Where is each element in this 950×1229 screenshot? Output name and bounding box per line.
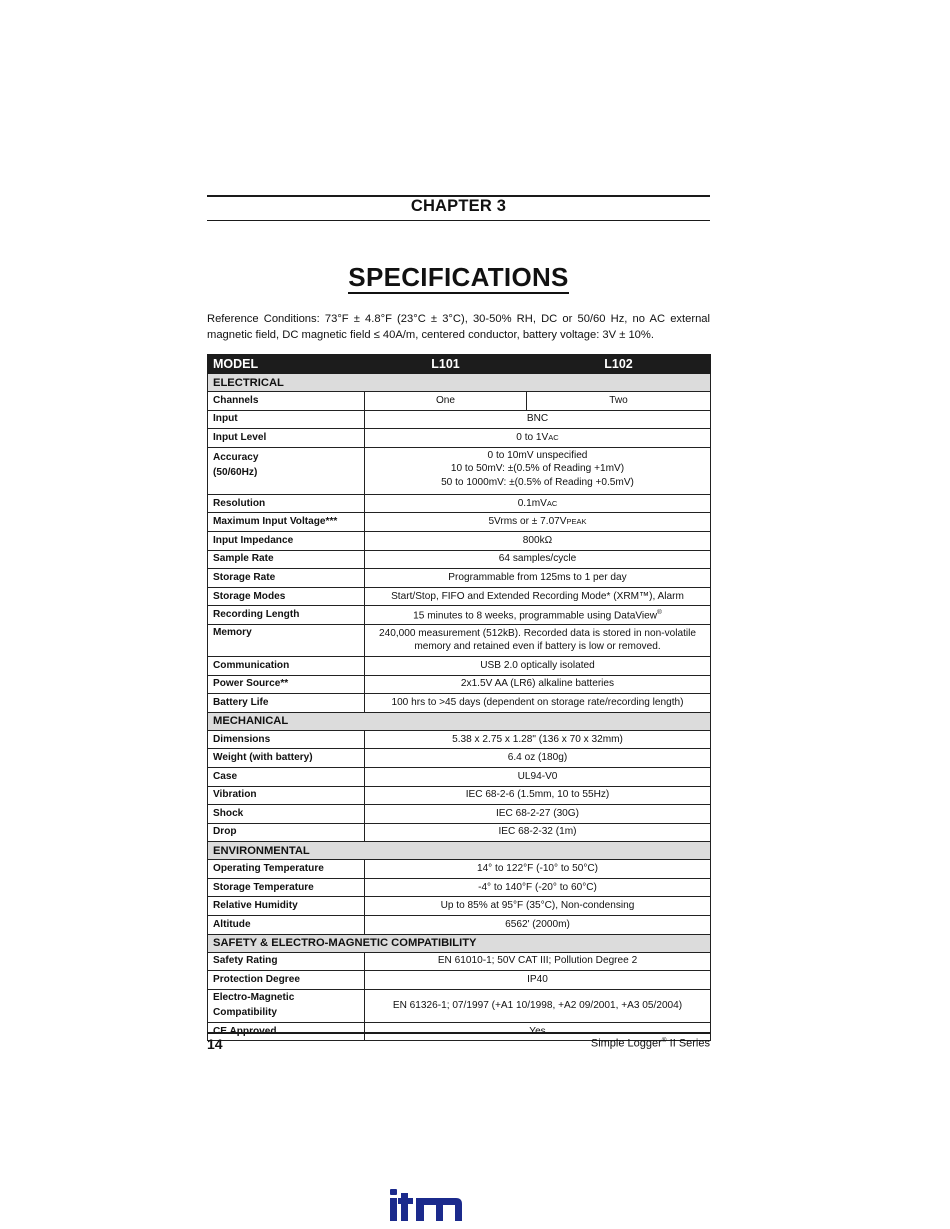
page-title xyxy=(207,262,710,293)
section-title: SAFETY & ELECTRO-MAGNETIC COMPATIBILITY xyxy=(208,934,711,952)
row-value: -4° to 140°F (-20° to 60°C) xyxy=(365,878,711,897)
section-electrical xyxy=(208,374,711,392)
label-line: Electro-Magnetic xyxy=(213,991,295,1003)
section-title: ELECTRICAL xyxy=(208,374,711,392)
table-row xyxy=(208,749,711,768)
row-label: Operating Temperature xyxy=(208,860,365,879)
row-value: EN 61326-1; 07/1997 (+A1 10/1998, +A2 09/2001, +A3 05/2004) xyxy=(365,989,711,1022)
label-line: Accuracy xyxy=(213,451,259,463)
table-row xyxy=(208,897,711,916)
series-suffix: II Series xyxy=(666,1037,710,1050)
row-label: Storage Rate xyxy=(208,569,365,588)
row-value-l102: Two xyxy=(527,392,711,411)
table-row xyxy=(208,860,711,879)
row-value: Start/Stop, FIFO and Extended Recording Mode* (XRM™), Alarm xyxy=(365,587,711,606)
row-value: 5.38 x 2.75 x 1.28" (136 x 70 x 32mm) xyxy=(365,730,711,749)
label-line: (50/60Hz) xyxy=(213,466,258,478)
row-value: Programmable from 125ms to 1 per day xyxy=(365,569,711,588)
row-value: 800kΩ xyxy=(365,531,711,550)
label-line: Compatibility xyxy=(213,1006,277,1018)
section-title: ENVIRONMENTAL xyxy=(208,842,711,860)
row-label: Recording Length xyxy=(208,606,365,625)
row-value xyxy=(365,447,711,494)
row-label: Battery Life xyxy=(208,694,365,713)
row-value: UL94-V0 xyxy=(365,767,711,786)
table-row xyxy=(208,952,711,971)
section-title: MECHANICAL xyxy=(208,712,711,730)
row-value: Up to 85% at 95°F (35°C), Non-condensing xyxy=(365,897,711,916)
row-label: Shock xyxy=(208,805,365,824)
series-text: Simple Logger xyxy=(590,1037,662,1050)
row-label: Altitude xyxy=(208,916,365,935)
row-label: Dimensions xyxy=(208,730,365,749)
row-label: Communication xyxy=(208,656,365,675)
table-row xyxy=(208,823,711,842)
section-mechanical xyxy=(208,712,711,730)
row-value: IEC 68-2-32 (1m) xyxy=(365,823,711,842)
value-text: 0 to 1V xyxy=(516,431,549,443)
page-title-text: SPECIFICATIONS xyxy=(348,262,569,292)
table-row xyxy=(208,587,711,606)
table-row xyxy=(208,624,711,656)
row-label xyxy=(208,989,365,1022)
value-line: memory and retained even if battery is low or removed. xyxy=(414,641,661,653)
table-row xyxy=(208,513,711,532)
row-label: Storage Temperature xyxy=(208,878,365,897)
unit-subscript: AC xyxy=(546,498,558,508)
row-value xyxy=(365,606,711,625)
table-row xyxy=(208,971,711,990)
row-label: Input Impedance xyxy=(208,531,365,550)
row-value: 6562' (2000m) xyxy=(365,916,711,935)
table-row xyxy=(208,494,711,513)
row-value: 100 hrs to >45 days (dependent on storage rate/recording length) xyxy=(365,694,711,713)
table-row xyxy=(208,805,711,824)
header-model: MODEL xyxy=(208,355,365,374)
row-label: Input Level xyxy=(208,429,365,448)
registered-mark: ® xyxy=(657,609,662,617)
row-label: Safety Rating xyxy=(208,952,365,971)
table-row xyxy=(208,878,711,897)
chapter-heading: CHAPTER 3 xyxy=(410,197,507,215)
row-label xyxy=(208,447,365,494)
registered-mark: ® xyxy=(661,1037,667,1044)
row-value: IEC 68-2-27 (30G) xyxy=(365,805,711,824)
value-line: 240,000 measurement (512kB). Recorded data is stored in non-volatile xyxy=(378,627,696,639)
table-row xyxy=(208,606,711,625)
row-label: Memory xyxy=(208,624,365,656)
row-label: Protection Degree xyxy=(208,971,365,990)
footer-series-name xyxy=(591,1037,710,1050)
header-l101: L101 xyxy=(365,355,527,374)
table-header-row xyxy=(208,355,711,374)
row-value xyxy=(365,494,711,513)
unit-subscript: AC xyxy=(548,432,559,442)
specifications-table xyxy=(207,354,711,1041)
table-row xyxy=(208,730,711,749)
header-l102: L102 xyxy=(527,355,711,374)
value-line: 10 to 50mV: ±(0.5% of Reading +1mV) xyxy=(450,463,625,475)
row-value: EN 61010-1; 50V CAT III; Pollution Degree 2 xyxy=(365,952,711,971)
section-environmental xyxy=(208,842,711,860)
row-value xyxy=(365,429,711,448)
row-value: USB 2.0 optically isolated xyxy=(365,656,711,675)
row-value: 64 samples/cycle xyxy=(365,550,711,569)
row-value: IEC 68-2-6 (1.5mm, 10 to 55Hz) xyxy=(365,786,711,805)
table-row xyxy=(208,675,711,694)
section-safety xyxy=(208,934,711,952)
value-text: 0.1mV xyxy=(517,497,547,509)
row-label: Weight (with battery) xyxy=(208,749,365,768)
chapter-underline xyxy=(207,220,710,221)
value-text: 5Vrms or ± 7.07V xyxy=(488,516,567,528)
row-label: Drop xyxy=(208,823,365,842)
row-label: Storage Modes xyxy=(208,587,365,606)
table-row xyxy=(208,531,711,550)
row-value: IP40 xyxy=(365,971,711,990)
table-row xyxy=(208,392,711,411)
table-row xyxy=(208,694,711,713)
row-label: Input xyxy=(208,410,365,429)
value-text: 15 minutes to 8 weeks, programmable using DataView xyxy=(413,610,658,622)
value-line: 0 to 10mV unspecified xyxy=(487,449,588,461)
table-row xyxy=(208,656,711,675)
value-line: 50 to 1000mV: ±(0.5% of Reading +0.5mV) xyxy=(441,476,634,488)
table-row xyxy=(208,989,711,1022)
row-label: Power Source** xyxy=(208,675,365,694)
row-value-l101: One xyxy=(365,392,527,411)
reference-conditions: Reference Conditions: 73°F ± 4.8°F (23°C ± 3°C), 30-50% RH, DC or 50/60 Hz, no AC external magnetic field, DC magnetic field ≤ 40A/m, centered conductor, battery voltage: 3V ± 10%. xyxy=(207,313,710,341)
table-row xyxy=(208,550,711,569)
table-row xyxy=(208,410,711,429)
table-row xyxy=(208,569,711,588)
page-number: 14 xyxy=(207,1036,223,1052)
row-label: Sample Rate xyxy=(208,550,365,569)
unit-subscript: PEAK xyxy=(566,517,587,527)
row-value: 6.4 oz (180g) xyxy=(365,749,711,768)
row-label: Maximum Input Voltage*** xyxy=(208,513,365,532)
table-row xyxy=(208,447,711,494)
table-row xyxy=(208,786,711,805)
row-label: Relative Humidity xyxy=(208,897,365,916)
row-value: 2x1.5V AA (LR6) alkaline batteries xyxy=(365,675,711,694)
row-value: BNC xyxy=(365,410,711,429)
footer-rule xyxy=(207,1032,710,1034)
table-row xyxy=(208,767,711,786)
row-value xyxy=(365,513,711,532)
row-label: Resolution xyxy=(208,494,365,513)
row-label: Vibration xyxy=(208,786,365,805)
row-label: Case xyxy=(208,767,365,786)
row-label: Channels xyxy=(208,392,365,411)
table-row xyxy=(208,429,711,448)
row-value: 14° to 122°F (-10° to 50°C) xyxy=(365,860,711,879)
table-row xyxy=(208,916,711,935)
itm-logo xyxy=(390,1189,462,1221)
row-value xyxy=(365,624,711,656)
